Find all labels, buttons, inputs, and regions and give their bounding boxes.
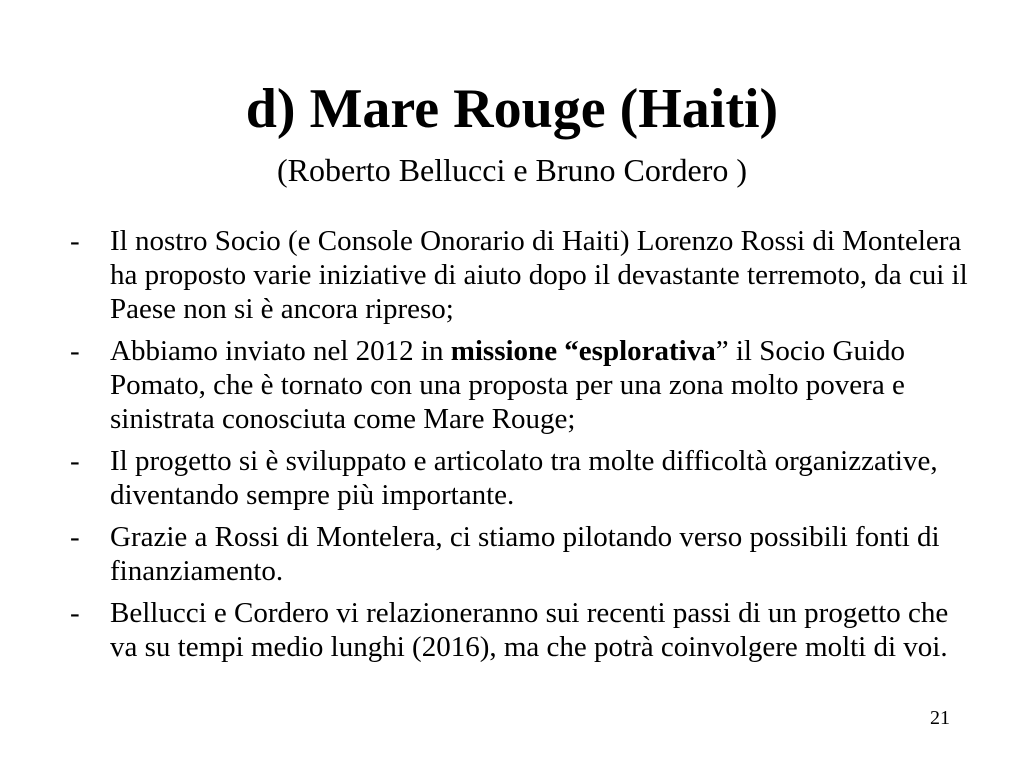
bullet-list xyxy=(70,224,970,672)
bullet-item xyxy=(70,596,970,664)
bullet-item xyxy=(70,520,970,588)
bullet-text: Bellucci e Cordero vi relazioneranno sui recenti passi di un progetto che va su tempi medio lunghi (2016), ma che potrà coinvolgere molti di voi. xyxy=(110,597,949,663)
bullet-item xyxy=(70,224,970,326)
bullet-dash: - xyxy=(70,445,80,477)
bullet-item xyxy=(70,444,970,512)
slide-title: d) Mare Rouge (Haiti) xyxy=(245,78,779,140)
bullet-dash: - xyxy=(70,225,80,257)
bullet-text-tail: ” il Socio Guido Pomato, che è tornato con una proposta per una zona molto povera e sinistrata conosciuta come Mare Rouge; xyxy=(110,335,906,435)
page-number: 21 xyxy=(930,707,950,729)
bullet-text: Il nostro Socio (e Console Onorario di Haiti) Lorenzo Rossi di Montelera ha proposto varie iniziative di aiuto dopo il devastante terremoto, da cui il Paese non si è ancora ripreso; xyxy=(110,225,968,325)
bullet-dash: - xyxy=(70,335,80,367)
bullet-dash: - xyxy=(70,521,80,553)
slide-subtitle: (Roberto Bellucci e Bruno Cordero ) xyxy=(276,152,748,188)
bullet-dash: - xyxy=(70,597,80,629)
bullet-text-lead: Abbiamo inviato nel 2012 in xyxy=(110,335,451,367)
bullet-text-bold: missione “esplorativa xyxy=(450,335,716,367)
bullet-item xyxy=(70,334,970,436)
bullet-text: Il progetto si è sviluppato e articolato tra molte difficoltà organizzative, diventando sempre più importante. xyxy=(110,445,938,511)
bullet-text: Grazie a Rossi di Montelera, ci stiamo pilotando verso possibili fonti di finanziamento. xyxy=(110,521,940,587)
